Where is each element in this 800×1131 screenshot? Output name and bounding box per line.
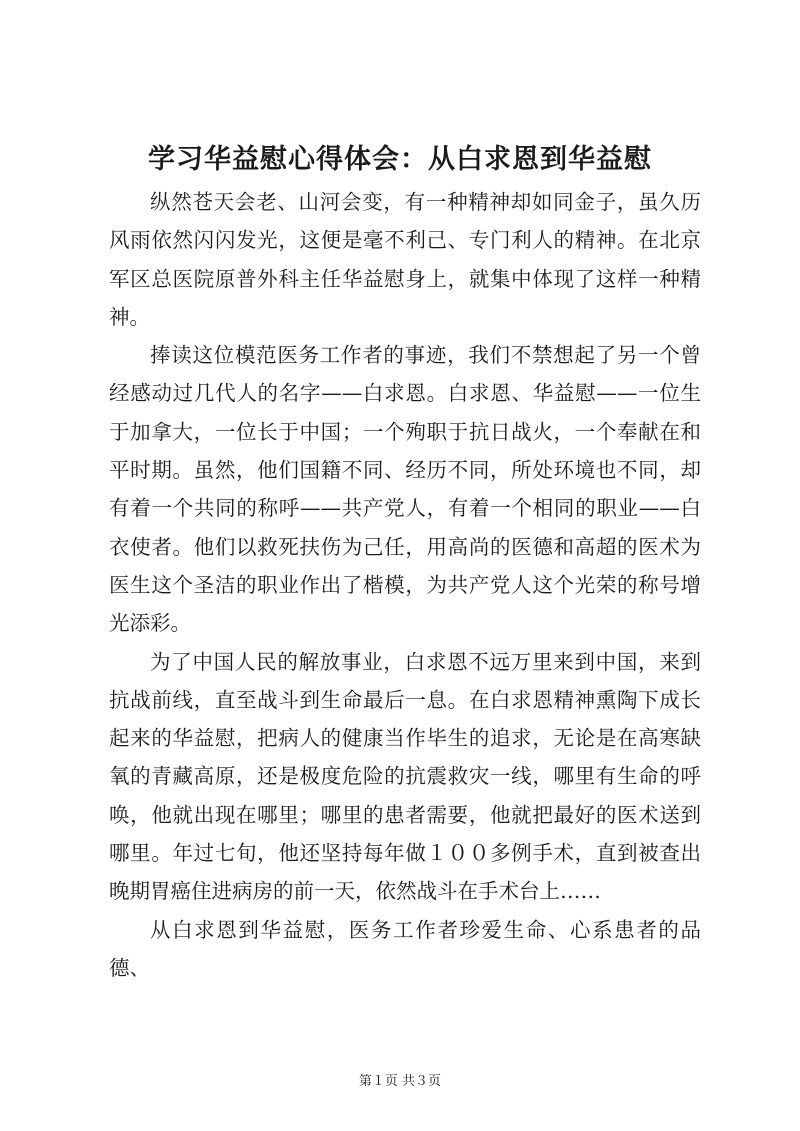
paragraph-3: 为了中国人民的解放事业，白求恩不远万里来到中国，来到抗战前线，直至战斗到生命最后一息。在白求恩精神熏陶下成长起来的华益慰，把病人的健康当作毕生的追求，无论是在高寒缺氧的青藏高原，还是极度危险的抗震救灾一线，哪里有生命的呼唤，他就出现在哪里；哪里的患者需要，他就把最好的医术送到哪里。年过七旬，他还坚持每年做１００多例手术，直到被查出晚期胃癌住进病房的前一天，依然战斗在手术台上……: [109, 649, 701, 904]
page-title: 学习华益慰心得体会：从白求恩到华益慰: [148, 144, 652, 175]
paragraph-2: 捧读这位模范医务工作者的事迹，我们不禁想起了另一个曾经感动过几代人的名字——白求恩。白求恩、华益慰——一位生于加拿大，一位长于中国；一个殉职于抗日战火，一个奉献在和平时期。虽然，他们国籍不同、经历不同，所处环境也不同，却有着一个共同的称呼——共产党人，有着一个相同的职业——白衣使者。他们以救死扶伤为己任，用高尚的医德和高超的医术为医生这个圣洁的职业作出了楷模，为共产党人这个光荣的称号增光添彩。: [109, 343, 701, 636]
page-footer: 第１页 共３页: [358, 1074, 442, 1089]
paragraph-4: 从白求恩到华益慰，医务工作者珍爱生命、心系患者的品德、: [109, 917, 701, 980]
paragraph-1: 纵然苍天会老、山河会变，有一种精神却如同金子，虽久历风雨依然闪闪发光，这便是毫不利己、专门利人的精神。在北京军区总医院原普外科主任华益慰身上，就集中体现了这样一种精神。: [109, 190, 701, 329]
document-body: [109, 183, 701, 980]
